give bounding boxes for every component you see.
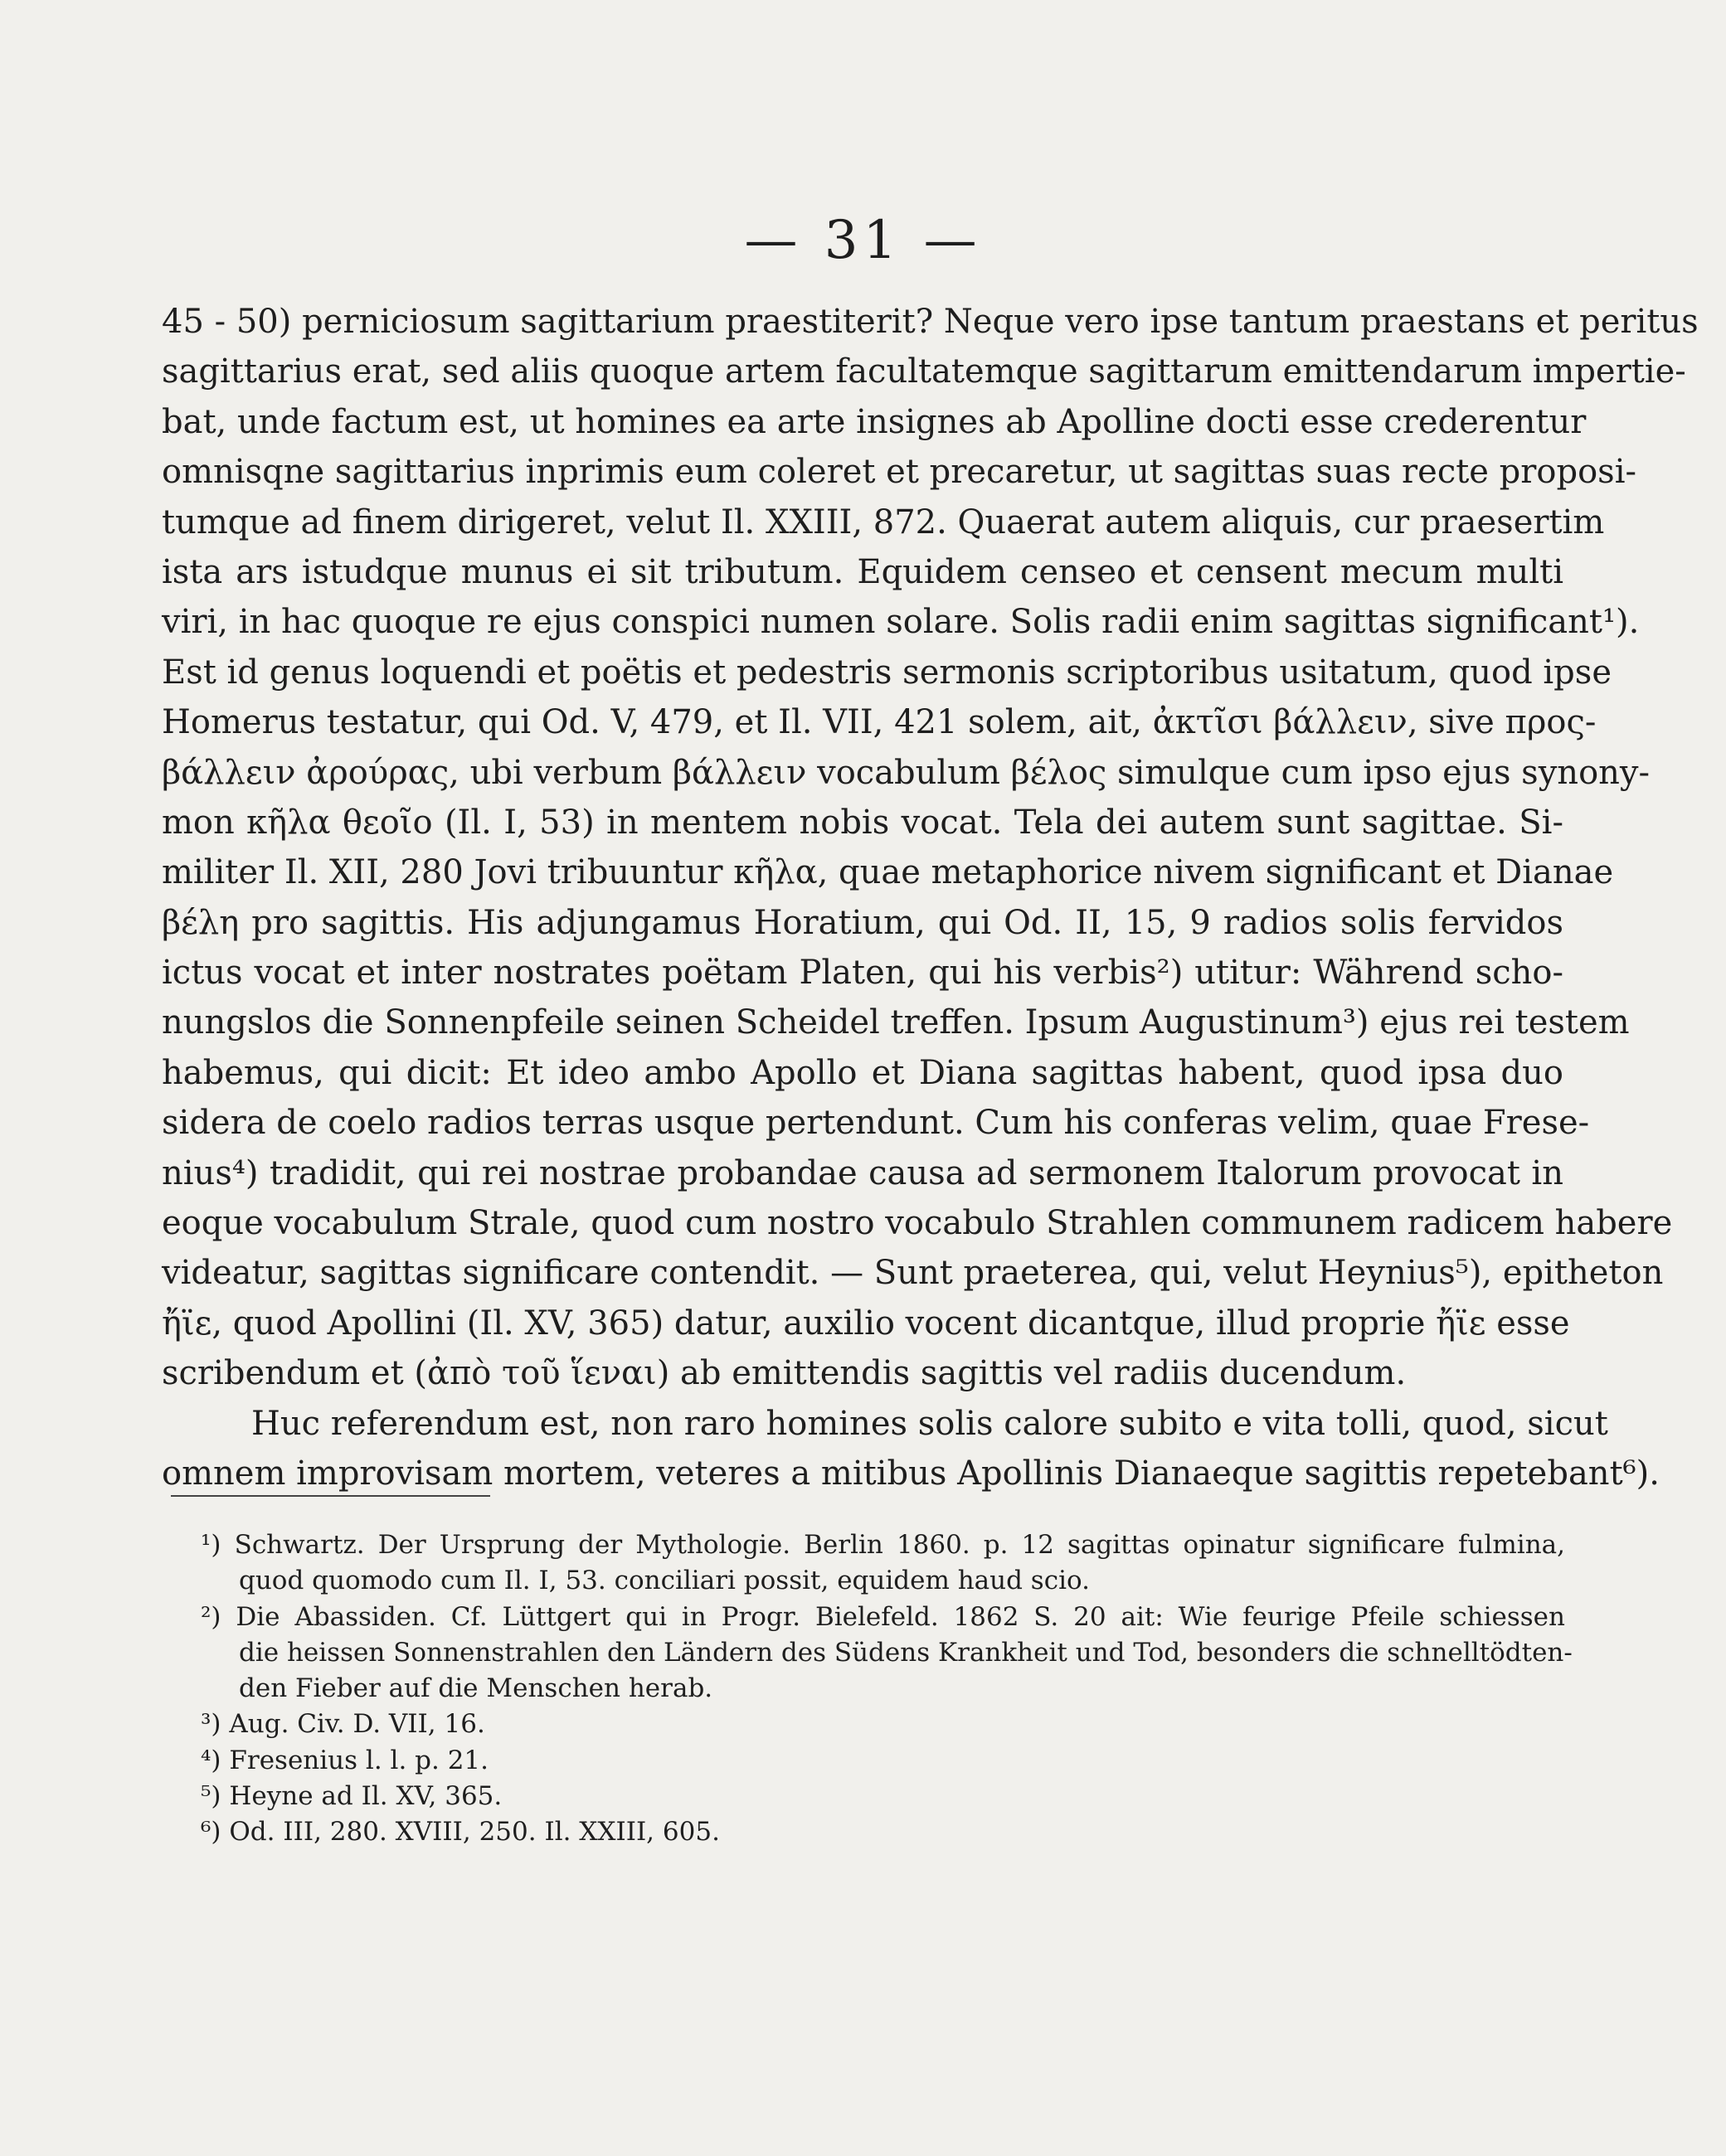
text-line: sidera de coelo radios terras usque pertendunt. Cum his conferas velim, quae Frese- (162, 1104, 1590, 1143)
text-line: militer Il. XII, 280 Jovi tribuuntur κῆλα, quae metaphorice nivem significant et Dianae (162, 853, 1614, 892)
text-line: βάλλειν ἀρούρας, ubi verbum βάλλειν vocabulum βέλος simulque cum ipso ejus synony- (162, 753, 1651, 792)
footnote-line: ⁵) Heyne ad Il. XV, 365. (201, 1781, 503, 1812)
footnote-line: ⁶) Od. III, 280. XVIII, 250. Il. XXIII, 605. (201, 1817, 720, 1848)
text-line: Est id genus loquendi et poëtis et pedestris sermonis scriptoribus usitatum, quod ipse (162, 653, 1612, 692)
footnote-line: den Fieber auf die Menschen herab. (239, 1673, 713, 1704)
text-line: scribendum et (ἀπὸ τοῦ ἵεναι) ab emittendis sagittis vel radiis ducendum. (162, 1354, 1407, 1393)
footnote-line: ³) Aug. Civ. D. VII, 16. (201, 1709, 485, 1740)
text-line: sagittarius erat, sed aliis quoque artem facultatemque sagittarum emittendarum impertie- (162, 352, 1686, 391)
text-line: viri, in hac quoque re ejus conspici numen solare. Solis radii enim sagittas significant¹). (162, 603, 1640, 642)
footnote-line: ¹) Schwartz. Der Ursprung der Mythologie. Berlin 1860. p. 12 sagittas opinatur significare fulmina, (201, 1530, 1565, 1560)
text-line: ἤϊε, quod Apollini (Il. XV, 365) datur, auxilio vocent dicantque, illud proprie ἤϊε esse (162, 1304, 1570, 1343)
text-line: mon κῆλα θεοῖο (Il. I, 53) in mentem nobis vocat. Tela dei autem sunt sagittae. Si- (162, 803, 1563, 842)
footnote-separator (171, 1495, 490, 1497)
text-line: nungslos die Sonnenpfeile seinen Scheidel treffen. Ipsum Augustinum³) ejus rei testem (162, 1003, 1630, 1042)
text-line: Homerus testatur, qui Od. V, 479, et Il. VII, 421 solem, ait, ἀκτῖσι βάλλειν, sive προς- (162, 703, 1597, 742)
footnote-line: ²) Die Abassiden. Cf. Lüttgert qui in Progr. Bielefeld. 1862 S. 20 ait: Wie feurige Pfeile schiessen (201, 1601, 1565, 1632)
text-line: habemus, qui dicit: Et ideo ambo Apollo et Diana sagittas habent, quod ipsa duo (162, 1053, 1563, 1092)
text-line: Huc referendum est, non raro homines solis calore subito e vita tolli, quod, sicut (251, 1404, 1608, 1443)
text-line: omnisqne sagittarius inprimis eum coleret et precaretur, ut sagittas suas recte proposi- (162, 453, 1637, 492)
text-line: tumque ad finem dirigeret, velut Il. XXIII, 872. Quaerat autem aliquis, cur praesertim (162, 503, 1605, 541)
text-line: ista ars istudque munus ei sit tributum. Equidem censeo et censent mecum multi (162, 552, 1563, 591)
page-number: — 31 — (744, 210, 982, 271)
footnote-line: ⁴) Fresenius l. l. p. 21. (201, 1745, 489, 1775)
footnote-line: die heissen Sonnenstrahlen den Ländern des Südens Krankheit und Tod, besonders die schnelltödten- (239, 1637, 1573, 1668)
main-text (162, 297, 1699, 1498)
footnote-line: quod quomodo cum Il. I, 53. conciliari possit, equidem haud scio. (239, 1566, 1090, 1596)
text-line: videatur, sagittas significare contendit. — Sunt praeterea, qui, velut Heynius⁵), epitheton (162, 1254, 1664, 1293)
text-line: ictus vocat et inter nostrates poëtam Platen, qui his verbis²) utitur: Während scho- (162, 954, 1563, 993)
text-line: nius⁴) tradidit, qui rei nostrae probandae causa ad sermonem Italorum provocat in (162, 1153, 1563, 1192)
text-line: bat, unde factum est, ut homines ea arte insignes ab Apolline docti esse crederentur (162, 402, 1587, 441)
text-line: 45 - 50) perniciosum sagittarium praestiterit? Neque vero ipse tantum praestans et peritus (162, 303, 1699, 341)
text-line: βέλη pro sagittis. His adjungamus Horatium, qui Od. II, 15, 9 radios solis fervidos (162, 903, 1563, 942)
footnotes (201, 1527, 1573, 1851)
text-line: omnem improvisam mortem, veteres a mitibus Apollinis Dianaeque sagittis repetebant⁶). (162, 1454, 1660, 1493)
text-line: eoque vocabulum Strale, quod cum nostro vocabulo Strahlen communem radicem habere (162, 1204, 1673, 1243)
